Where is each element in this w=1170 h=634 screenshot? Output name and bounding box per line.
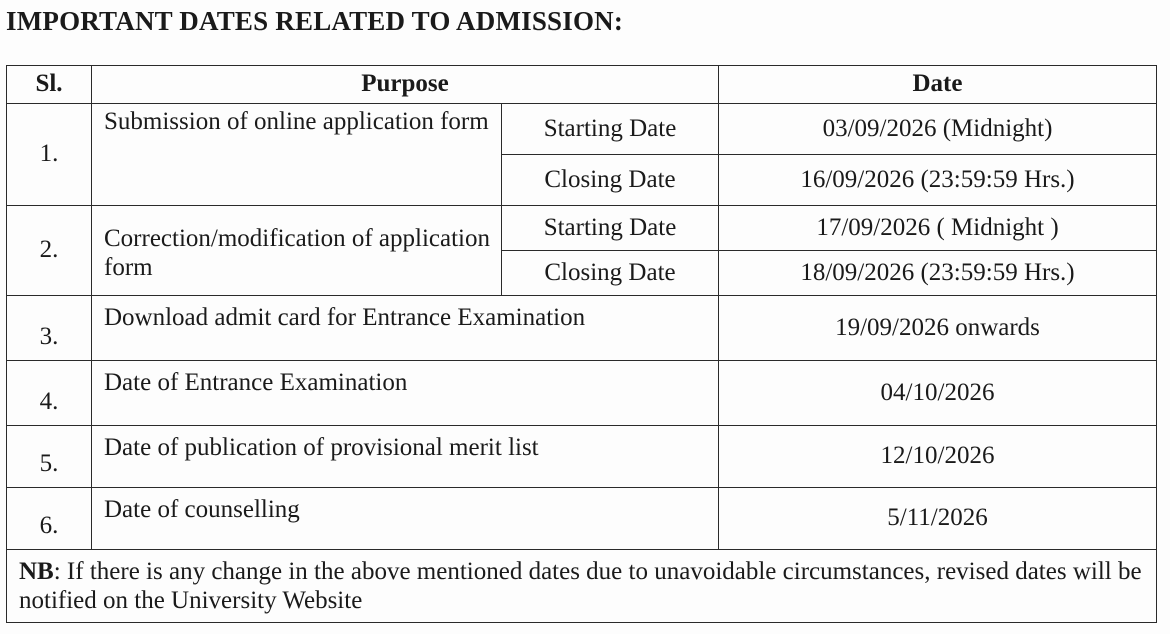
note-cell [7,550,1157,623]
page-title: IMPORTANT DATES RELATED TO ADMISSION: [6,6,624,36]
row-date: 03/09/2026 (Midnight) [719,104,1157,155]
row-purpose: Date of publication of provisional merit list [92,426,719,488]
row-sub-label: Closing Date [502,251,719,296]
row-sl: 3. [7,296,92,361]
row-sub-label: Starting Date [502,206,719,251]
row-purpose: Correction/modification of application form [92,206,502,296]
table-row [7,426,1157,488]
table-header-row [7,66,1157,104]
note-text: : If there is any change in the above mentioned dates due to unavoidable circumstances, revised dates will be notified on the University Website [19,558,1142,614]
row-purpose: Submission of online application form [92,104,502,206]
row-purpose: Download admit card for Entrance Examination [92,296,719,361]
row-date: 16/09/2026 (23:59:59 Hrs.) [719,155,1157,206]
header-date: Date [719,66,1157,104]
row-sl: 1. [7,104,92,206]
row-date: 5/11/2026 [719,488,1157,550]
row-sub-label: Starting Date [502,104,719,155]
note-row [7,550,1157,623]
row-date: 19/09/2026 onwards [719,296,1157,361]
row-purpose: Date of Entrance Examination [92,361,719,426]
table-row [7,488,1157,550]
row-purpose: Date of counselling [92,488,719,550]
header-purpose: Purpose [92,66,719,104]
admission-dates-table [6,65,1157,623]
row-sl: 2. [7,206,92,296]
table-row [7,296,1157,361]
table-row [7,104,1157,155]
row-date: 12/10/2026 [719,426,1157,488]
row-date: 04/10/2026 [719,361,1157,426]
row-sl: 6. [7,488,92,550]
note-prefix: NB [19,558,54,585]
header-sl: Sl. [7,66,92,104]
table-row [7,361,1157,426]
row-date: 18/09/2026 (23:59:59 Hrs.) [719,251,1157,296]
row-date: 17/09/2026 ( Midnight ) [719,206,1157,251]
row-sub-label: Closing Date [502,155,719,206]
row-sl: 5. [7,426,92,488]
table-row [7,206,1157,251]
row-sl: 4. [7,361,92,426]
